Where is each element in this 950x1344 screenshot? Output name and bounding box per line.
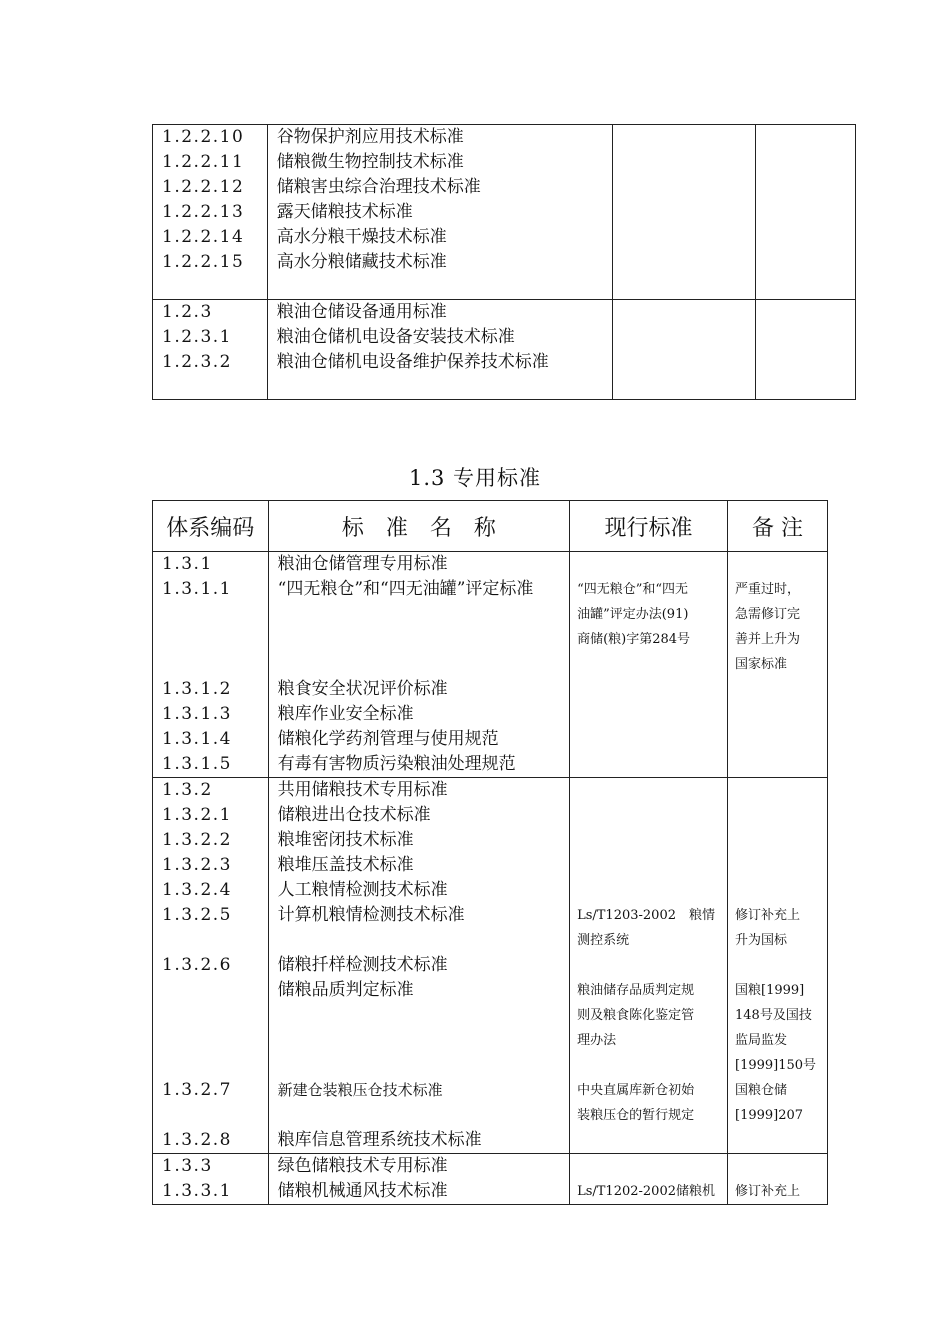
name-cell bbox=[268, 552, 569, 778]
standard-name: 储粮害虫综合治理技术标准 bbox=[276, 177, 481, 197]
standard-name: 储粮品质判定标准 bbox=[277, 980, 414, 1000]
standard-name: 露天储粮技术标准 bbox=[276, 202, 413, 222]
note-line: 国家标准 bbox=[735, 657, 788, 672]
standard-name: 绿色储粮技术专用标准 bbox=[277, 1156, 448, 1176]
name-cell bbox=[268, 1154, 569, 1205]
header-row bbox=[153, 501, 828, 552]
note-line: [1999]207 bbox=[735, 1108, 804, 1123]
standard-name: 粮堆密闭技术标准 bbox=[277, 830, 414, 850]
continuation-table bbox=[152, 124, 856, 400]
code: 1.3.1.3 bbox=[162, 704, 232, 724]
code: 1.3.2.2 bbox=[162, 830, 232, 850]
current-standard-line: “四无粮仓”和“四无 bbox=[577, 582, 689, 597]
current-standard-line: 粮油储存品质判定规 bbox=[577, 983, 695, 998]
code: 1.3.3 bbox=[162, 1156, 213, 1176]
standard-name: 粮油仓储设备通用标准 bbox=[276, 302, 447, 322]
code: 1.2.2.13 bbox=[162, 202, 245, 222]
code: 1.3.2.4 bbox=[162, 880, 232, 900]
note-cell bbox=[755, 300, 855, 400]
standard-name: 粮油仓储管理专用标准 bbox=[277, 554, 448, 574]
code: 1.3.2.7 bbox=[162, 1080, 232, 1100]
current-standard-cell bbox=[570, 778, 728, 1154]
header-name: 标 准 名 称 bbox=[268, 501, 569, 552]
code: 1.3.2 bbox=[162, 780, 213, 800]
table-row bbox=[153, 552, 828, 778]
code: 1.2.2.14 bbox=[162, 227, 245, 247]
code: 1.2.3.2 bbox=[162, 352, 232, 372]
standard-name: 计算机粮情检测技术标准 bbox=[277, 905, 465, 925]
code-cell bbox=[153, 552, 269, 778]
header-code: 体系编码 bbox=[153, 501, 269, 552]
note-line: 修订补充上 bbox=[735, 1184, 801, 1199]
standard-name: 有毒有害物质污染粮油处理规范 bbox=[277, 754, 516, 774]
code: 1.2.2.11 bbox=[162, 152, 245, 172]
section-title: 1.3 专用标准 bbox=[408, 466, 542, 490]
standard-name: 高水分粮干燥技术标准 bbox=[276, 227, 447, 247]
code: 1.3.1 bbox=[162, 554, 213, 574]
current-standard-line: Ls/T1203-2002 粮情 bbox=[577, 908, 715, 923]
code-cell bbox=[153, 300, 268, 400]
code: 1.2.2.12 bbox=[162, 177, 245, 197]
note-line: 国粮[1999] bbox=[735, 983, 805, 998]
current-standard-line: 装粮压仓的暂行规定 bbox=[577, 1108, 695, 1123]
current-standard-line: 商储(粮)字第284号 bbox=[577, 632, 691, 647]
standard-name: “四无粮仓”和“四无油罐”评定标准 bbox=[277, 579, 534, 599]
note-line: 升为国标 bbox=[735, 933, 788, 948]
standard-name: 新建仓装粮压仓技术标准 bbox=[277, 1081, 443, 1099]
standard-name: 人工粮情检测技术标准 bbox=[277, 880, 448, 900]
note-line: 严重过时， bbox=[735, 582, 801, 597]
code: 1.3.1.5 bbox=[162, 754, 232, 774]
code-cell bbox=[153, 125, 268, 300]
code: 1.3.2.6 bbox=[162, 955, 232, 975]
code-cell bbox=[153, 778, 269, 1154]
note-cell bbox=[728, 1154, 828, 1205]
code: 1.2.3 bbox=[162, 302, 213, 322]
current-standard-line: 测控系统 bbox=[577, 933, 630, 948]
standard-name: 共用储粮技术专用标准 bbox=[277, 780, 448, 800]
table-row bbox=[153, 300, 856, 400]
standard-name: 储粮机械通风技术标准 bbox=[277, 1181, 448, 1201]
table-row bbox=[153, 1154, 828, 1205]
standard-name: 高水分粮储藏技术标准 bbox=[276, 252, 447, 272]
code: 1.3.2.8 bbox=[162, 1130, 232, 1150]
header-note: 备 注 bbox=[728, 501, 828, 552]
note-line: 善并上升为 bbox=[735, 632, 801, 647]
standard-name: 储粮微生物控制技术标准 bbox=[276, 152, 464, 172]
note-line: 修订补充上 bbox=[735, 908, 801, 923]
current-standard-cell bbox=[613, 300, 756, 400]
standard-name: 粮食安全状况评价标准 bbox=[277, 679, 448, 699]
name-cell bbox=[267, 125, 612, 300]
standards-table bbox=[152, 500, 828, 1205]
code: 1.3.1.4 bbox=[162, 729, 232, 749]
standard-name: 储粮扦样检测技术标准 bbox=[277, 955, 448, 975]
current-standard-line: 油罐”评定办法(91) bbox=[577, 607, 689, 622]
header-current: 现行标准 bbox=[570, 501, 728, 552]
current-standard-line: Ls/T1202-2002储粮机 bbox=[577, 1184, 715, 1199]
code: 1.3.1.2 bbox=[162, 679, 232, 699]
code-cell bbox=[153, 1154, 269, 1205]
code: 1.3.1.1 bbox=[162, 579, 232, 599]
code: 1.2.2.10 bbox=[162, 127, 245, 147]
name-cell bbox=[267, 300, 612, 400]
standard-name: 储粮进出仓技术标准 bbox=[277, 805, 431, 825]
table-row bbox=[153, 778, 828, 1154]
note-line: [1999]150号 bbox=[735, 1058, 817, 1073]
standard-name: 谷物保护剂应用技术标准 bbox=[276, 127, 464, 147]
code: 1.3.2.3 bbox=[162, 855, 232, 875]
standard-name: 粮堆压盖技术标准 bbox=[277, 855, 414, 875]
code: 1.2.2.15 bbox=[162, 252, 245, 272]
current-standard-cell bbox=[613, 125, 756, 300]
note-line: 监局监发 bbox=[735, 1033, 788, 1048]
note-cell bbox=[728, 552, 828, 778]
note-cell bbox=[728, 778, 828, 1154]
code: 1.2.3.1 bbox=[162, 327, 232, 347]
code: 1.3.2.1 bbox=[162, 805, 232, 825]
code: 1.3.3.1 bbox=[162, 1181, 232, 1201]
standard-name: 粮库作业安全标准 bbox=[277, 704, 414, 724]
note-cell bbox=[755, 125, 855, 300]
code: 1.3.2.5 bbox=[162, 905, 232, 925]
standard-name: 粮库信息管理系统技术标准 bbox=[277, 1130, 482, 1150]
current-standard-line: 理办法 bbox=[577, 1033, 617, 1048]
current-standard-cell bbox=[570, 1154, 728, 1205]
note-line: 148号及国技 bbox=[735, 1008, 812, 1023]
note-line: 国粮仓储 bbox=[735, 1083, 788, 1098]
current-standard-cell bbox=[570, 552, 728, 778]
table-row bbox=[153, 125, 856, 300]
standard-name: 储粮化学药剂管理与使用规范 bbox=[277, 729, 499, 749]
standard-name: 粮油仓储机电设备安装技术标准 bbox=[276, 327, 515, 347]
current-standard-line: 中央直属库新仓初始 bbox=[577, 1083, 695, 1098]
name-cell bbox=[268, 778, 569, 1154]
note-line: 急需修订完 bbox=[735, 607, 801, 622]
current-standard-line: 则及粮食陈化鉴定管 bbox=[577, 1008, 695, 1023]
standard-name: 粮油仓储机电设备维护保养技术标准 bbox=[276, 352, 549, 372]
